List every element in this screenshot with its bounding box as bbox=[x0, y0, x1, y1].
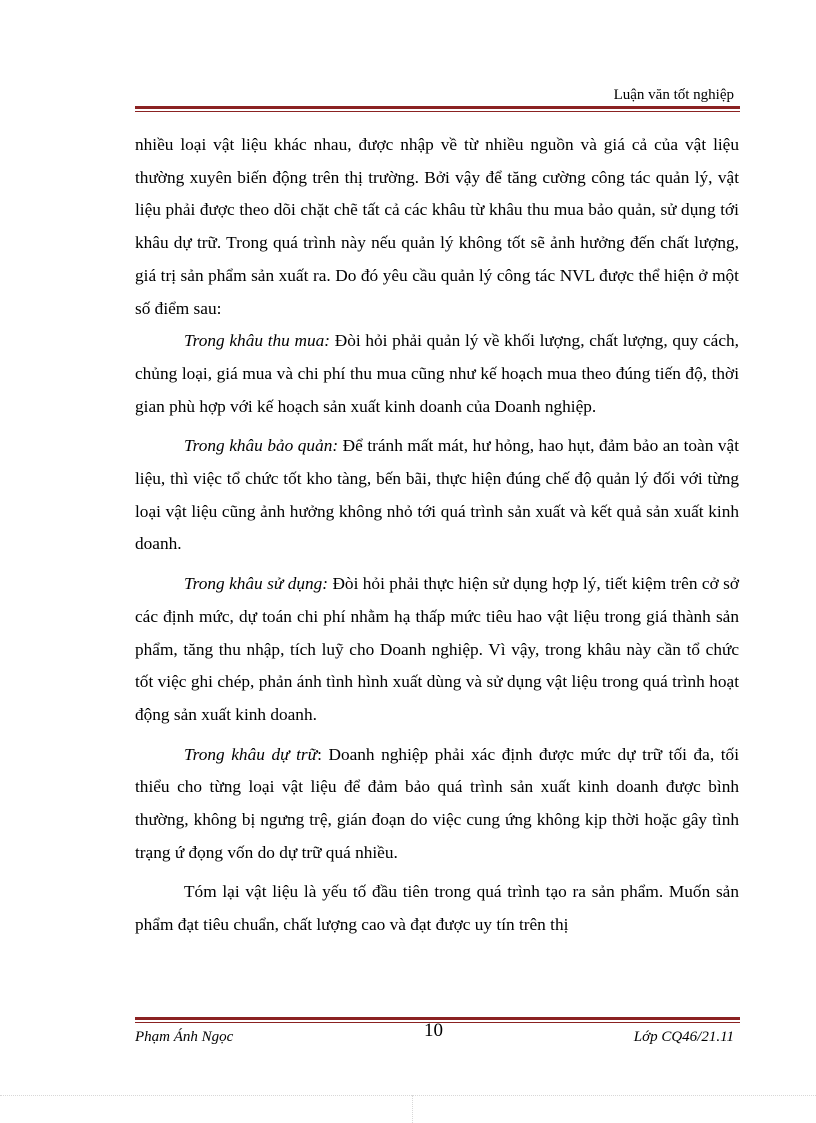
paragraph-usage bbox=[135, 568, 739, 732]
paragraph-storage-label: Trong khâu bảo quản: bbox=[184, 436, 339, 456]
page-number: 10 bbox=[424, 1020, 443, 1041]
paragraph-reserve bbox=[135, 739, 739, 870]
paragraph-summary: Tóm lại vật liệu là yếu tố đầu tiên trong quá trình tạo ra sản phẩm. Muốn sản phẩm đạt tiêu chuẩn, chất lượng cao và đạt được uy tín trên thị bbox=[135, 882, 739, 935]
paragraph-storage bbox=[135, 430, 739, 561]
header-rule-thick bbox=[135, 106, 740, 109]
body-text bbox=[135, 129, 739, 942]
paragraph-1: nhiều loại vật liệu khác nhau, được nhập về từ nhiều nguồn và giá cả của vật liệu thường xuyên biến động trên thị trường. Bởi vậy để tăng cường công tác quản lý, vật liệu phải được theo dõi chặt chẽ tất cả các khâu từ khâu thu mua bảo quản, sử dụng tới khâu dự trữ. Trong quá trình này nếu quản lý không tốt sẽ ảnh hưởng đến chất lượng, giá trị sản phẩm sản xuất ra. Do đó yêu cầu quản lý công tác NVL được thể hiện ở một số điểm sau: bbox=[135, 135, 739, 318]
paragraph-purchasing bbox=[135, 325, 739, 423]
page-boundary-line bbox=[0, 1095, 816, 1096]
paragraph-reserve-label: Trong khâu dự trữ bbox=[184, 744, 318, 764]
paragraph-storage-text: Để tránh mất mát, hư hỏng, hao hụt, đảm bảo an toàn vật liệu, thì việc tổ chức tốt kho tàng, bến bãi, thực hiện đúng chế độ quản lý đối với từng loại vật liệu cũng ảnh hưởng không nhỏ tới quá trình sản xuất và kết quả sản xuất kinh doanh. bbox=[135, 436, 739, 554]
footer-author: Phạm Ánh Ngọc bbox=[135, 1029, 234, 1045]
paragraph-purchasing-text: Đòi hỏi phải quản lý về khối lượng, chất lượng, quy cách, chủng loại, giá mua và chi phí thu mua cũng như kế hoạch mua theo đúng tiến độ, thời gian phù hợp với kế hoạch sản xuất kinh doanh của Doanh nghiệp. bbox=[135, 331, 739, 416]
paragraph-usage-text: Đòi hỏi phải thực hiện sử dụng hợp lý, tiết kiệm trên cở sở các định mức, dự toán chi phí nhằm hạ thấp mức tiêu hao vật liệu trong giá thành sản phẩm, tăng thu nhập, tích luỹ cho Doanh nghiệp. Vì vậy, trong khâu này cần tổ chức tốt việc ghi chép, phản ánh tình hình xuất dùng và sử dụng vật liệu trong quá trình hoạt động sản xuất kinh doanh. bbox=[135, 574, 739, 724]
paragraph-purchasing-label: Trong khâu thu mua: bbox=[184, 331, 331, 351]
header-title: Luận văn tốt nghiệp bbox=[613, 87, 734, 103]
header-rule bbox=[135, 106, 740, 112]
paragraph-usage-label: Trong khâu sử dụng: bbox=[184, 574, 329, 594]
paragraph-reserve-text: : Doanh nghiệp phải xác định được mức dự trữ tối đa, tối thiểu cho từng loại vật liệu để đảm bảo quá trình sản xuất kinh doanh được bình thường, không bị ngưng trệ, gián đoạn do việc cung ứng không kịp thời hoặc gây tình trạng ứ đọng vốn do dự trữ quá nhiều. bbox=[135, 744, 739, 862]
header-rule-thin bbox=[135, 111, 740, 112]
footer-class-code: Lớp CQ46/21.11 bbox=[633, 1029, 734, 1045]
page-boundary-marker bbox=[412, 1095, 413, 1123]
